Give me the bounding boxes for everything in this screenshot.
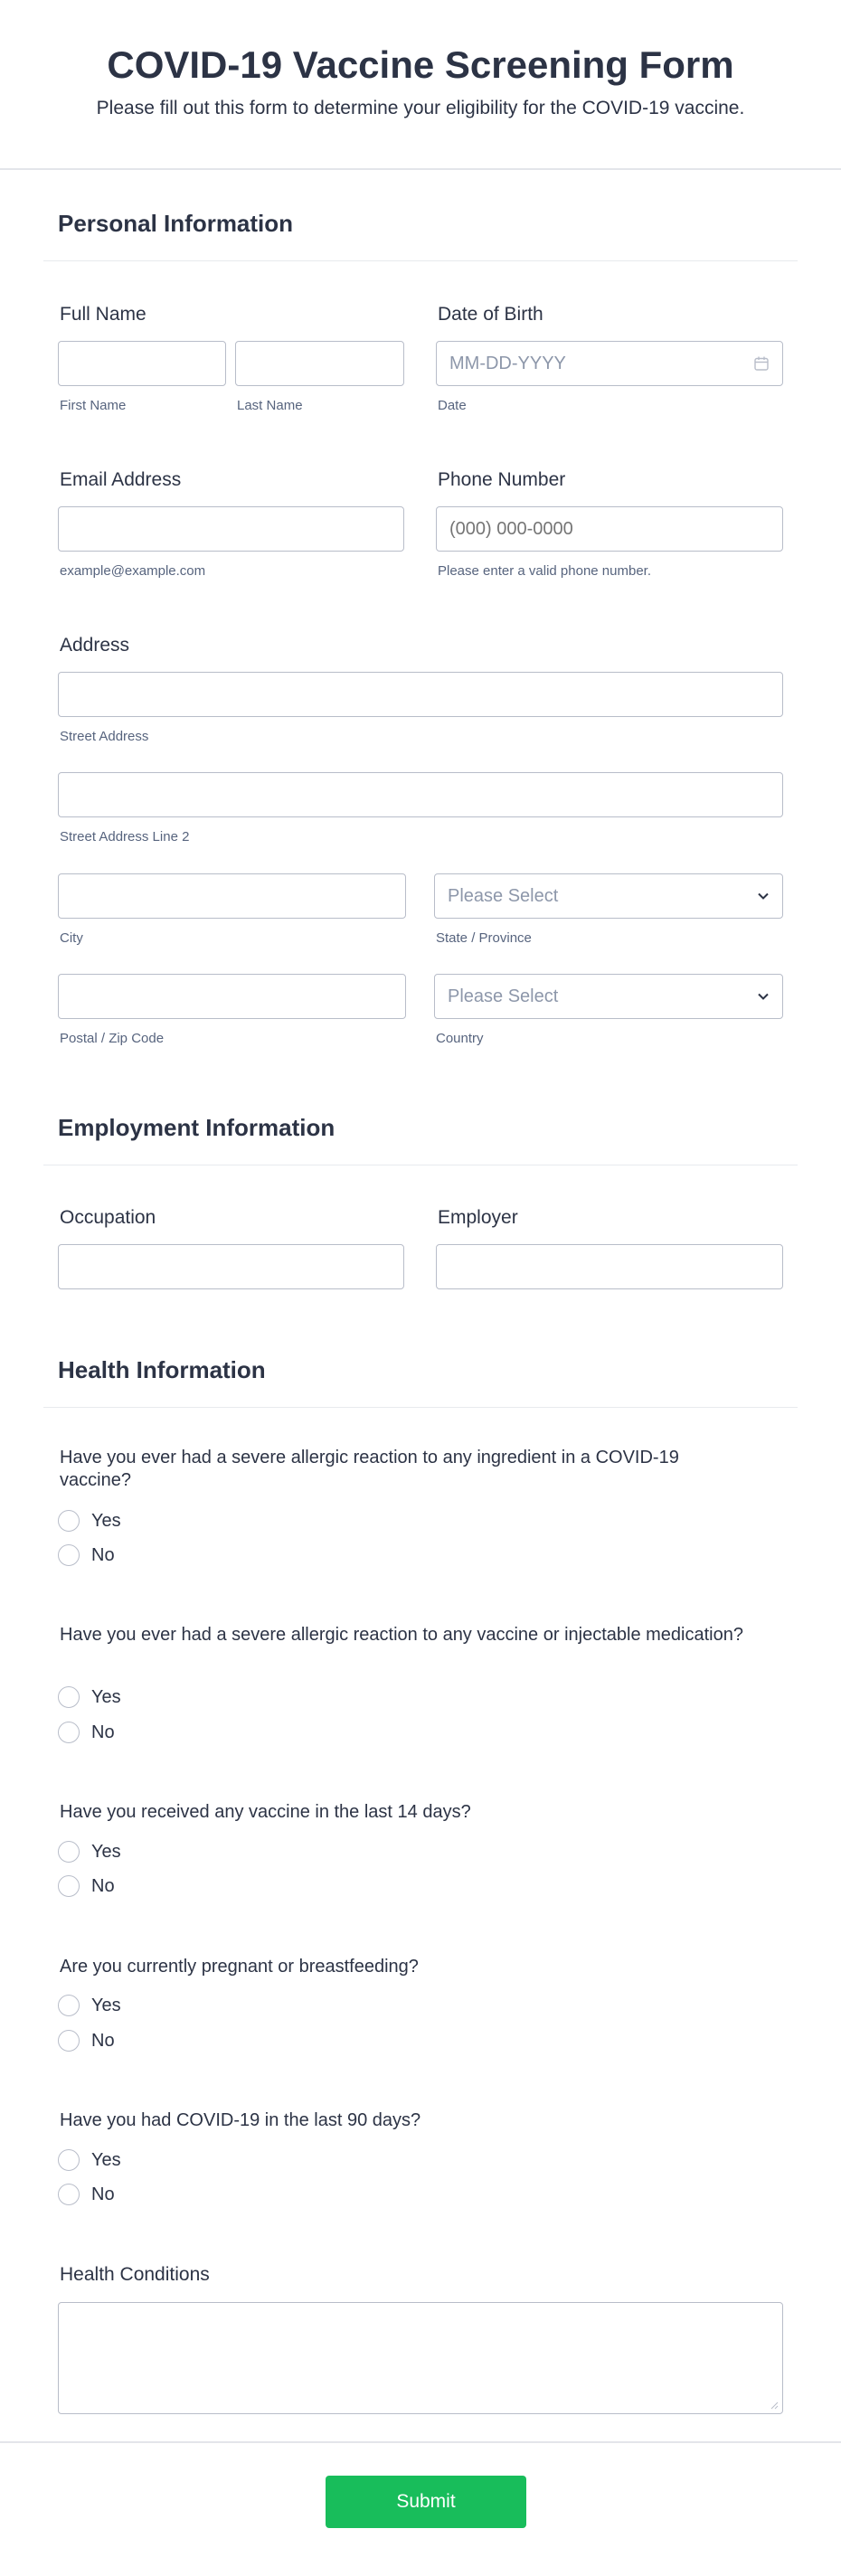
question-pregnant-breastfeeding: Are you currently pregnant or breastfeeding?	[60, 1957, 419, 1977]
dob-sublabel: Date	[438, 398, 467, 413]
email-input[interactable]	[58, 506, 404, 552]
last-name-input[interactable]	[235, 341, 404, 386]
employer-label: Employer	[438, 1207, 518, 1228]
phone-input[interactable]	[436, 506, 783, 552]
radio-label: No	[91, 1545, 115, 1565]
email-label: Email Address	[60, 469, 182, 490]
email-sublabel: example@example.com	[60, 563, 206, 579]
radio-button[interactable]	[58, 2030, 80, 2052]
radio-button[interactable]	[58, 1995, 80, 2016]
section-title-health: Health Information	[58, 1356, 266, 1383]
radio-button[interactable]	[58, 1510, 80, 1532]
country-sublabel: Country	[436, 1031, 484, 1046]
health-conditions-label: Health Conditions	[60, 2264, 210, 2285]
city-input[interactable]	[58, 873, 406, 919]
city-sublabel: City	[60, 930, 83, 946]
radio-label: No	[91, 1722, 115, 1742]
chevron-down-icon	[757, 890, 770, 902]
section-divider	[43, 260, 798, 261]
chevron-down-icon	[757, 990, 770, 1003]
state-select-value: Please Select	[448, 886, 559, 906]
employer-input[interactable]	[436, 1244, 783, 1289]
first-name-sublabel: First Name	[60, 398, 127, 413]
question-allergy-vaccine-injectable: Have you ever had a severe allergic reaction to any vaccine or injectable medication?	[60, 1625, 743, 1645]
submit-button[interactable]: Submit	[326, 2476, 526, 2528]
health-conditions-textarea[interactable]	[58, 2302, 783, 2414]
street-address-line2-sublabel: Street Address Line 2	[60, 829, 190, 845]
radio-label: Yes	[91, 1996, 121, 2015]
question-allergy-covid-ingredient: Have you ever had a severe allergic reaction to any ingredient in a COVID-19 vaccine?	[60, 1448, 679, 1490]
zip-input[interactable]	[58, 974, 406, 1019]
street-address-line2-input[interactable]	[58, 772, 783, 817]
full-name-label: Full Name	[60, 304, 146, 325]
phone-sublabel: Please enter a valid phone number.	[438, 563, 651, 579]
calendar-icon[interactable]	[753, 355, 770, 372]
dob-input[interactable]	[436, 341, 783, 386]
radio-button[interactable]	[58, 1841, 80, 1863]
radio-label: Yes	[91, 1687, 121, 1707]
country-select-value: Please Select	[448, 986, 559, 1006]
radio-label: Yes	[91, 1511, 121, 1531]
question-vaccine-last-14-days: Have you received any vaccine in the last 14 days?	[60, 1802, 471, 1822]
state-sublabel: State / Province	[436, 930, 532, 946]
radio-button[interactable]	[58, 1875, 80, 1897]
radio-label: No	[91, 2184, 115, 2204]
radio-label: Yes	[91, 2150, 121, 2170]
radio-label: No	[91, 1876, 115, 1896]
dob-label: Date of Birth	[438, 304, 543, 325]
radio-button[interactable]	[58, 1544, 80, 1566]
street-address-sublabel: Street Address	[60, 729, 149, 744]
form-header	[0, 0, 841, 170]
section-title-employment: Employment Information	[58, 1114, 335, 1141]
page-subtitle: Please fill out this form to determine your eligibility for the COVID-19 vaccine.	[96, 98, 745, 118]
radio-button[interactable]	[58, 2149, 80, 2171]
first-name-input[interactable]	[58, 341, 226, 386]
address-label: Address	[60, 635, 130, 656]
occupation-input[interactable]	[58, 1244, 404, 1289]
page-title: COVID-19 Vaccine Screening Form	[107, 43, 734, 86]
radio-button[interactable]	[58, 1722, 80, 1743]
last-name-sublabel: Last Name	[237, 398, 303, 413]
resize-handle-icon[interactable]	[770, 2401, 779, 2410]
dob-placeholder: MM-DD-YYYY	[449, 354, 566, 373]
occupation-label: Occupation	[60, 1207, 156, 1228]
radio-button[interactable]	[58, 1686, 80, 1708]
question-covid-last-90-days: Have you had COVID-19 in the last 90 days?	[60, 2110, 421, 2130]
street-address-input[interactable]	[58, 672, 783, 717]
radio-label: Yes	[91, 1842, 121, 1862]
radio-label: No	[91, 2031, 115, 2051]
phone-label: Phone Number	[438, 469, 566, 490]
section-divider	[43, 1407, 798, 1408]
zip-sublabel: Postal / Zip Code	[60, 1031, 165, 1046]
country-select[interactable]	[434, 974, 783, 1019]
radio-button[interactable]	[58, 2184, 80, 2205]
state-select[interactable]	[434, 873, 783, 919]
section-title-personal: Personal Information	[58, 210, 294, 237]
